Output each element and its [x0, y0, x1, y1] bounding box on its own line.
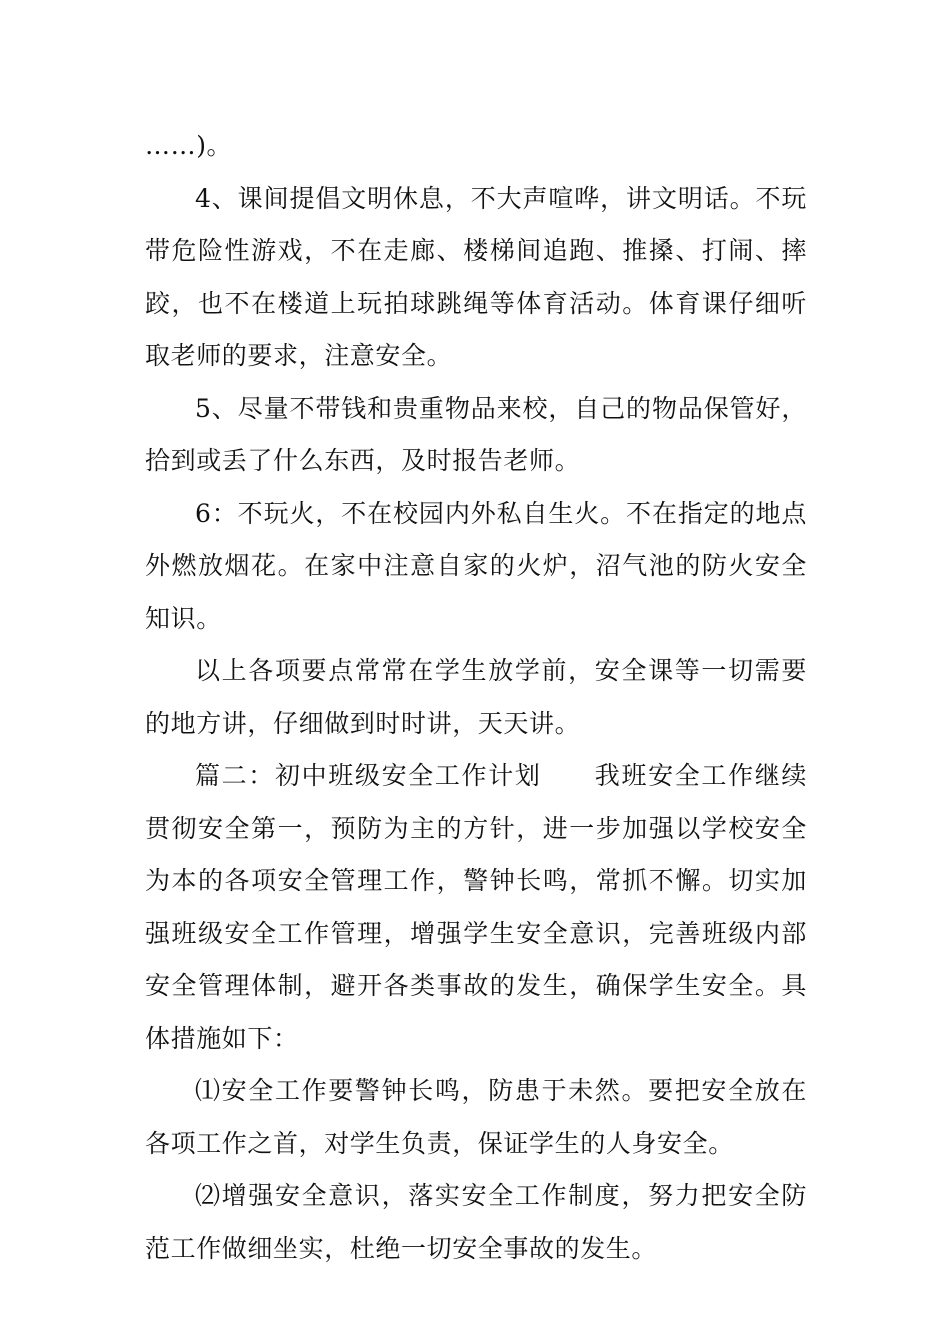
paragraph-continuation: ……)。 [145, 131, 233, 160]
paragraph-summary: 以上各项要点常常在学生放学前，安全课等一切需要的地方讲，仔细做到时时讲，天天讲。 [145, 656, 807, 738]
paragraph-item-4: 4、课间提倡文明休息，不大声喧哗，讲文明话。不玩带危险性游戏，不在走廊、楼梯间追跑、推搡、打闹、摔跤，也不在楼道上玩拍球跳绳等体育活动。体育课仔细听取老师的要求，注意安全。 [145, 183, 807, 370]
paragraph-section-two: 篇二：初中班级安全工作计划 我班安全工作继续贯彻安全第一，预防为主的方针，进一步加强以学校安全为本的各项安全管理工作，警钟长鸣，常抓不懈。切实加强班级安全工作管理，增强学生安全意识，完善班级内部安全管理体制，避开各类事故的发生，确保学生安全。具体措施如下： [145, 761, 807, 1053]
paragraph-measure-2: ⑵增强安全意识，落实安全工作制度，努力把安全防范工作做细坐实，杜绝一切安全事故的发生。 [145, 1181, 807, 1263]
paragraph-item-6: 6：不玩火，不在校园内外私自生火。不在指定的地点外燃放烟花。在家中注意自家的火炉，沼气池的防火安全知识。 [145, 498, 807, 633]
document-page [145, 120, 807, 1275]
paragraph-measure-1: ⑴安全工作要警钟长鸣，防患于未然。要把安全放在各项工作之首，对学生负责，保证学生的人身安全。 [145, 1076, 807, 1158]
paragraph-item-5: 5、尽量不带钱和贵重物品来校，自己的物品保管好，拾到或丢了什么东西，及时报告老师。 [145, 393, 807, 475]
